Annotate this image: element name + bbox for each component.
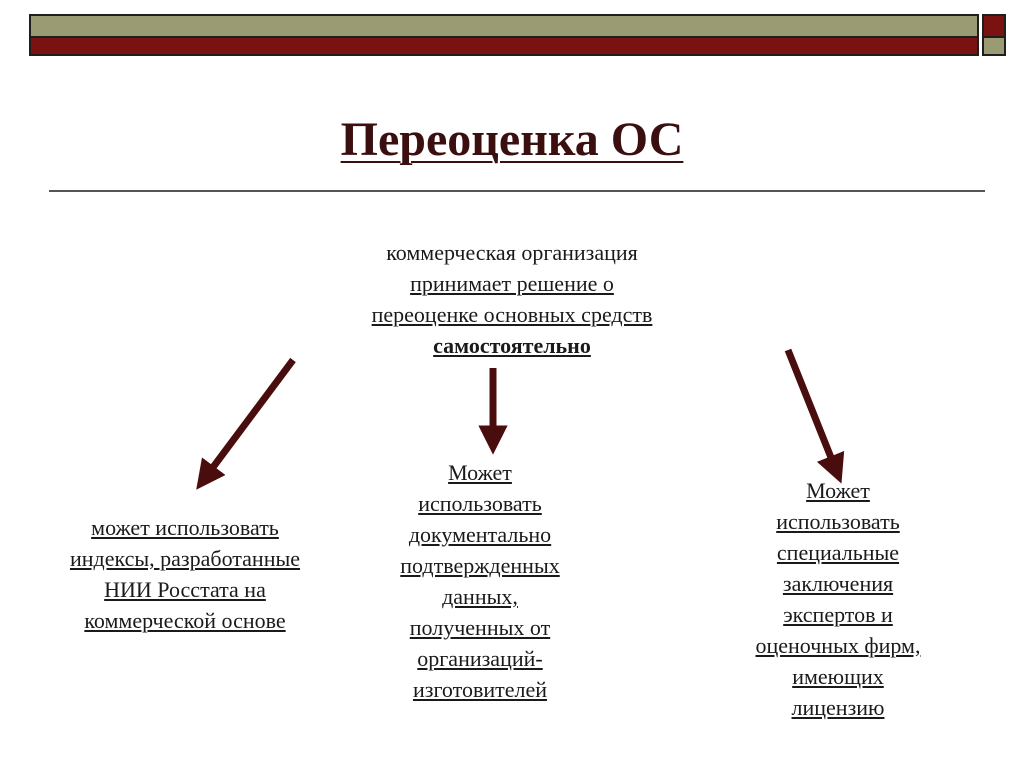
center-line: полученных от <box>409 615 551 640</box>
center-line: изготовителей <box>412 677 548 702</box>
center-line: подтвержденных <box>400 553 560 578</box>
root-line-3: переоценке основных средств <box>371 302 653 327</box>
right-line: использовать <box>776 509 900 534</box>
center-line: использовать <box>418 491 542 516</box>
slide-title-text: Переоценка ОС <box>340 113 684 166</box>
center-line: организаций- <box>417 646 543 671</box>
right-line: лицензию <box>791 695 885 720</box>
right-line: специальные <box>776 540 900 565</box>
right-line: заключения <box>782 571 894 596</box>
right-line: имеющих <box>792 664 884 689</box>
center-line: Может <box>448 460 512 485</box>
right-line: оценочных фирм, <box>755 633 921 658</box>
left-line: коммерческой основе <box>84 608 286 633</box>
center-line: документально <box>408 522 552 547</box>
right-line: экспертов и <box>783 602 893 627</box>
left-line: НИИ Росстата на <box>104 577 266 602</box>
root-line-4: самостоятельно <box>433 333 591 358</box>
left-line: индексы, разработанные <box>69 546 301 571</box>
root-line-2: принимает решение о <box>410 271 614 296</box>
root-line-1: коммерческая организация <box>386 240 638 265</box>
arrow-left <box>205 360 293 478</box>
arrow-right <box>788 350 836 470</box>
left-line: может использовать <box>91 515 279 540</box>
right-line: Может <box>806 478 870 503</box>
center-line: данных, <box>442 584 518 609</box>
